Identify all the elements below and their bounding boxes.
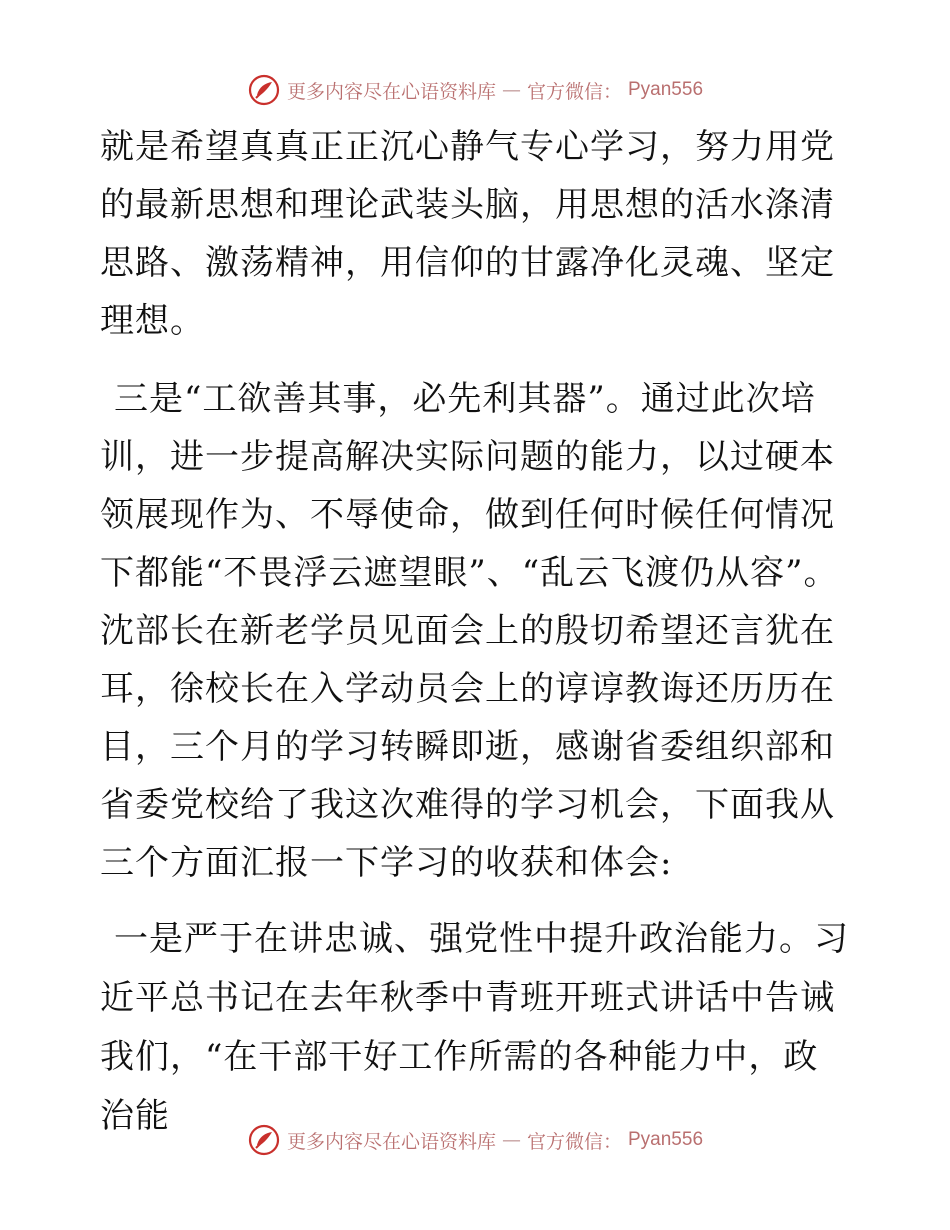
watermark-text: 更多内容尽在心语资料库 (286, 80, 496, 103)
header-watermark (0, 72, 950, 108)
watermark-separator: — (501, 79, 521, 101)
watermark-wechat-label: 官方微信： (526, 1130, 622, 1153)
paragraph-1: 就是希望真真正正沉心静气专心学习，努力用党的最新思想和理论武装头脑，用思想的活水涤清思路、激荡精神，用信仰的甘露净化灵魂、坚定理想。 (100, 127, 835, 341)
paragraph-3: 一是严于在讲忠诚、强党性中提升政治能力。习近平总书记在去年秋季中青班开班式讲话中告诫我们，“在干部干好工作所需的各种能力中，政治能 (100, 919, 849, 1136)
watermark-text: 更多内容尽在心语资料库 (286, 1130, 496, 1153)
watermark-wechat-id: Pyan556 (628, 1129, 704, 1150)
pen-heart-logo-icon (247, 73, 281, 107)
paragraph-2: 三是“工欲善其事，必先利其器”。通过此次培训，进一步提高解决实际问题的能力，以过硬本领展现作为、不辱使命，做到任何时候任何情况下都能“不畏浮云遮望眼”、“乱云飞渡仍从容”。沈部长在新老学员见面会上的殷切希望还言犹在耳，徐校长在入学动员会上的谆谆教诲还历历在目，三个月的学习转瞬即逝，感谢省委组织部和省委党校给了我这次难得的学习机会，下面我从三个方面汇报一下学习的收获和体会: (100, 379, 839, 883)
footer-watermark (0, 1122, 950, 1158)
pen-heart-logo-icon (247, 1123, 281, 1157)
watermark-separator: — (501, 1129, 521, 1151)
watermark-wechat-label: 官方微信： (526, 80, 622, 103)
document-body (100, 118, 850, 1146)
watermark-wechat-id: Pyan556 (628, 79, 704, 100)
